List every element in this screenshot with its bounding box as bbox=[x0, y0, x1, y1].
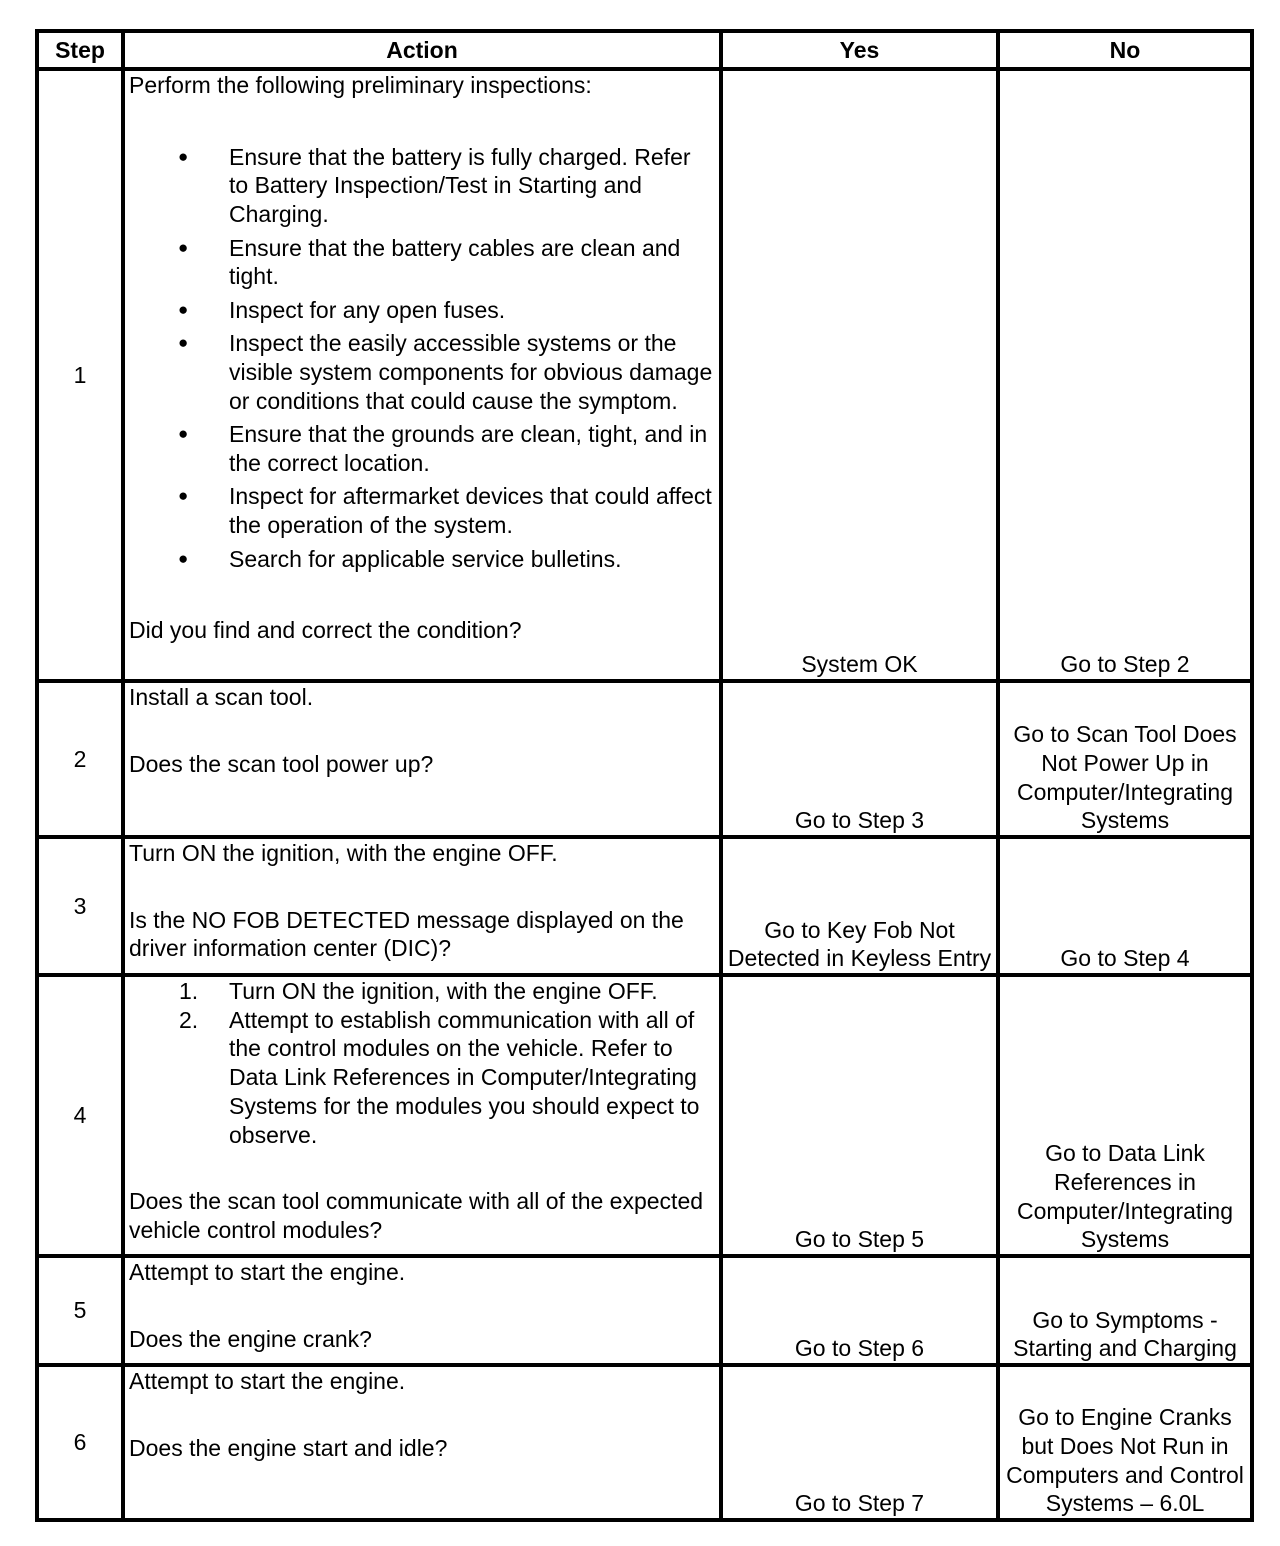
procedure-list bbox=[129, 977, 715, 1149]
action-cell bbox=[123, 69, 721, 681]
yes-result: System OK bbox=[721, 69, 998, 681]
yes-result: Go to Step 3 bbox=[721, 681, 998, 837]
action-cell bbox=[123, 1365, 721, 1520]
table-row-step-2 bbox=[37, 681, 1252, 837]
list-item: ● Inspect for aftermarket devices that could affect the operation of the system. bbox=[129, 482, 715, 539]
action-intro: Attempt to start the engine. bbox=[129, 1368, 406, 1394]
list-item: ● Search for applicable service bulletins. bbox=[129, 545, 715, 574]
table-row-step-4 bbox=[37, 975, 1252, 1256]
list-number: 2. bbox=[179, 1006, 199, 1033]
table-row-step-6 bbox=[37, 1365, 1252, 1520]
header-yes: Yes bbox=[721, 31, 998, 69]
action-question: Does the engine crank? bbox=[129, 1325, 372, 1352]
list-item bbox=[129, 977, 715, 1006]
list-item: ● Inspect for any open fuses. bbox=[129, 296, 715, 325]
step-number: 1 bbox=[37, 69, 123, 681]
no-result: Go to Step 4 bbox=[998, 837, 1252, 975]
list-item: ● Ensure that the battery cables are clean and tight. bbox=[129, 234, 715, 291]
list-item: ● Ensure that the battery is fully charged. Refer to Battery Inspection/Test in Starting and Charging. bbox=[129, 143, 715, 229]
list-number: 1. bbox=[179, 978, 199, 1004]
action-question: Does the scan tool communicate with all of the expected vehicle control modules? bbox=[129, 1188, 704, 1243]
action-cell bbox=[123, 681, 721, 837]
header-step: Step bbox=[37, 31, 123, 69]
yes-result: Go to Key Fob Not Detected in Keyless Entry bbox=[721, 837, 998, 975]
list-text: Turn ON the ignition, with the engine OFF. bbox=[229, 978, 658, 1004]
diagnostic-table bbox=[35, 29, 1254, 1522]
no-result: Go to Step 2 bbox=[998, 69, 1252, 681]
action-intro: Attempt to start the engine. bbox=[129, 1259, 406, 1285]
action-intro: Install a scan tool. bbox=[129, 684, 314, 710]
step-number: 3 bbox=[37, 837, 123, 975]
header-no: No bbox=[998, 31, 1252, 69]
action-cell bbox=[123, 1256, 721, 1365]
header-row bbox=[37, 31, 1252, 69]
no-result: Go to Engine Cranks but Does Not Run in Computers and Control Systems – 6.0L bbox=[998, 1365, 1252, 1520]
no-result: Go to Data Link References in Computer/Integrating Systems bbox=[998, 975, 1252, 1256]
action-question: Is the NO FOB DETECTED message displayed on the driver information center (DIC)? bbox=[129, 906, 684, 962]
action-question: Did you find and correct the condition? bbox=[129, 617, 522, 644]
no-result: Go to Symptoms - Starting and Charging bbox=[998, 1256, 1252, 1365]
action-question: Does the scan tool power up? bbox=[129, 750, 434, 777]
list-text: Attempt to establish communication with all of the control modules on the vehicle. Refer to Data Link References in Computer/Integrating Systems for the modules you should expect to observe. bbox=[229, 1006, 700, 1148]
action-question: Does the engine start and idle? bbox=[129, 1434, 448, 1461]
table-row-step-3 bbox=[37, 837, 1252, 975]
header-action: Action bbox=[123, 31, 721, 69]
yes-result: Go to Step 7 bbox=[721, 1365, 998, 1520]
step-number: 2 bbox=[37, 681, 123, 837]
list-item bbox=[129, 1006, 715, 1150]
action-cell bbox=[123, 975, 721, 1256]
list-item: ● Inspect the easily accessible systems or the visible system components for obvious damage or conditions that could cause the symptom. bbox=[129, 329, 715, 415]
yes-result: Go to Step 6 bbox=[721, 1256, 998, 1365]
no-result: Go to Scan Tool Does Not Power Up in Computer/Integrating Systems bbox=[998, 681, 1252, 837]
table-row-step-5 bbox=[37, 1256, 1252, 1365]
table-row-step-1 bbox=[37, 69, 1252, 681]
inspection-list bbox=[129, 143, 715, 574]
step-number: 4 bbox=[37, 975, 123, 1256]
action-cell bbox=[123, 837, 721, 975]
step-number: 5 bbox=[37, 1256, 123, 1365]
step-number: 6 bbox=[37, 1365, 123, 1520]
action-intro: Turn ON the ignition, with the engine OFF. bbox=[129, 840, 558, 866]
list-item: ● Ensure that the grounds are clean, tight, and in the correct location. bbox=[129, 420, 715, 477]
action-intro: Perform the following preliminary inspections: bbox=[129, 72, 592, 98]
yes-result: Go to Step 5 bbox=[721, 975, 998, 1256]
